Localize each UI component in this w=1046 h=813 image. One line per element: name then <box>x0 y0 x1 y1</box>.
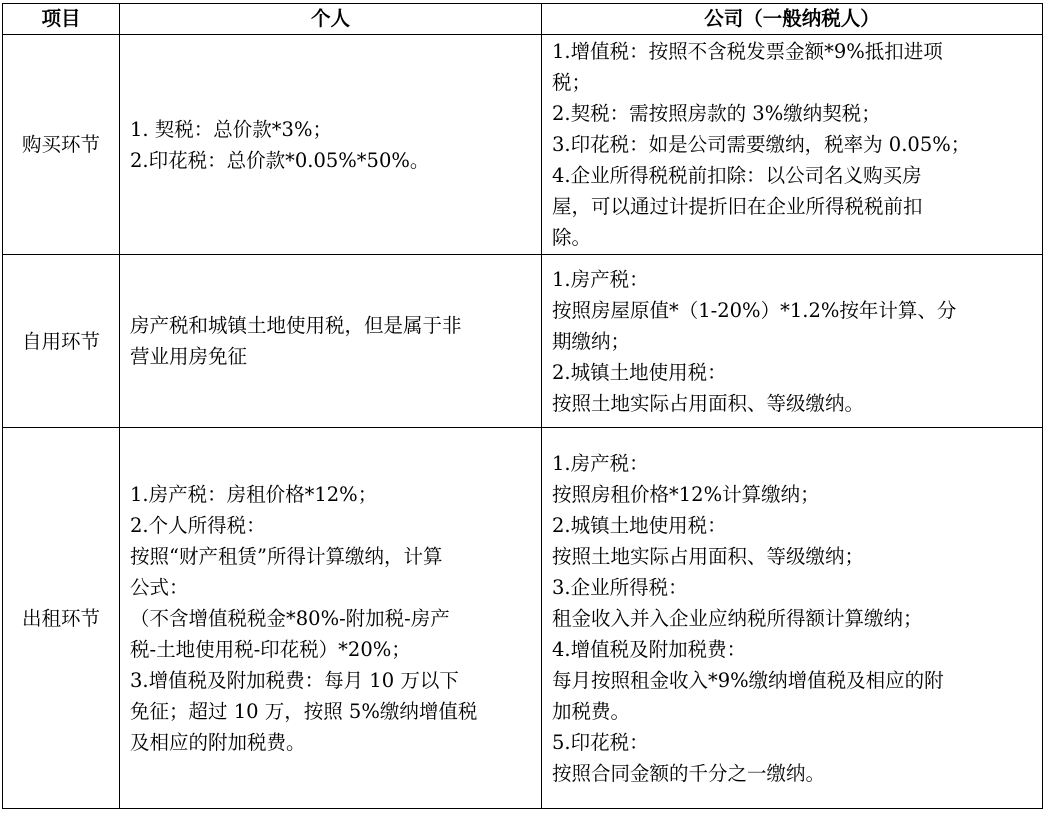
header-item: 项目 <box>3 4 120 35</box>
purchase-company-line: 屋，可以通过计提折旧在企业所得税税前扣 <box>552 195 923 218</box>
stage-purchase: 购买环节 <box>3 35 120 255</box>
rent-company-line: 每月按照租金收入*9%缴纳增值税及相应的附 <box>552 668 944 692</box>
rent-company-line: 5.印花税： <box>552 730 649 754</box>
stage-rent: 出租环节 <box>3 428 120 809</box>
selfuse-company-line: 期缴纳； <box>552 329 631 353</box>
selfuse-company-line: 按照房屋原值*（1-20%）*1.2%按年计算、分 <box>552 298 957 322</box>
rent-company-line: 按照房租价格*12%计算缴纳； <box>552 482 820 506</box>
rent-personal-line: 按照“财产租赁”所得计算缴纳，计算 <box>130 544 443 568</box>
selfuse-company-line: 1.房产税： <box>552 267 649 291</box>
rent-company-line: 1.房产税： <box>552 451 649 475</box>
purchase-company-line: 3.印花税：如是公司需要缴纳，税率为 0.05%； <box>552 133 971 156</box>
rent-company-line: 2.城镇土地使用税： <box>552 513 727 537</box>
rent-personal-line: 1.房产税：房租价格*12%； <box>130 482 378 506</box>
purchase-company-line: 4.企业所得税税前扣除：以公司名义购买房 <box>552 164 922 187</box>
purchase-company-line: 除。 <box>552 226 592 249</box>
table-row-rent <box>3 428 1043 809</box>
stage-selfuse: 自用环节 <box>3 255 120 428</box>
table-header-row <box>3 4 1043 35</box>
rent-personal-line: 及相应的附加税费。 <box>130 730 306 754</box>
rent-company-line: 按照合同金额的千分之一缴纳。 <box>552 761 826 785</box>
table-row-selfuse <box>3 255 1043 428</box>
selfuse-company-line: 2.城镇土地使用税： <box>552 360 727 384</box>
rent-company-line: 租金收入并入企业应纳税所得额计算缴纳； <box>552 606 923 630</box>
rent-company-line: 3.企业所得税： <box>552 575 688 599</box>
selfuse-personal-cell <box>120 255 542 428</box>
tax-comparison-table <box>2 3 1043 809</box>
selfuse-company-line: 按照土地实际占用面积、等级缴纳。 <box>552 391 865 415</box>
rent-personal-line: 税-土地使用税-印花税）*20%； <box>130 637 411 661</box>
header-personal: 个人 <box>120 4 542 35</box>
purchase-personal-line: 1. 契税：总价款*3%； <box>130 117 332 141</box>
rent-company-cell <box>542 428 1043 809</box>
rent-personal-line: 公式： <box>130 575 189 599</box>
purchase-company-line: 2.契税：需按照房款的 3%缴纳契税； <box>552 102 881 125</box>
rent-company-line: 4.增值税及附加税费： <box>552 637 747 661</box>
rent-personal-line: （不含增值税税金*80%-附加税-房产 <box>130 606 450 630</box>
purchase-personal-line: 2.印花税：总价款*0.05%*50%。 <box>130 148 430 172</box>
purchase-company-line: 1.增值税：按照不含税发票金额*9%抵扣进项 <box>552 40 943 63</box>
rent-company-line: 按照土地实际占用面积、等级缴纳； <box>552 544 865 568</box>
rent-personal-cell <box>120 428 542 809</box>
table-row-purchase <box>3 35 1043 255</box>
rent-personal-line: 2.个人所得税： <box>130 513 266 537</box>
selfuse-personal-line: 房产税和城镇土地使用税，但是属于非 <box>130 314 462 337</box>
purchase-company-line: 税； <box>552 71 592 94</box>
rent-company-line: 加税费。 <box>552 699 631 723</box>
selfuse-personal-line: 营业用房免征 <box>130 345 248 368</box>
selfuse-company-cell <box>542 255 1043 428</box>
purchase-company-cell <box>542 35 1043 255</box>
header-company: 公司（一般纳税人） <box>542 4 1043 35</box>
purchase-personal-cell <box>120 35 542 255</box>
rent-personal-line: 免征；超过 10 万，按照 5%缴纳增值税 <box>130 699 478 723</box>
rent-personal-line: 3.增值税及附加税费：每月 10 万以下 <box>130 668 459 692</box>
